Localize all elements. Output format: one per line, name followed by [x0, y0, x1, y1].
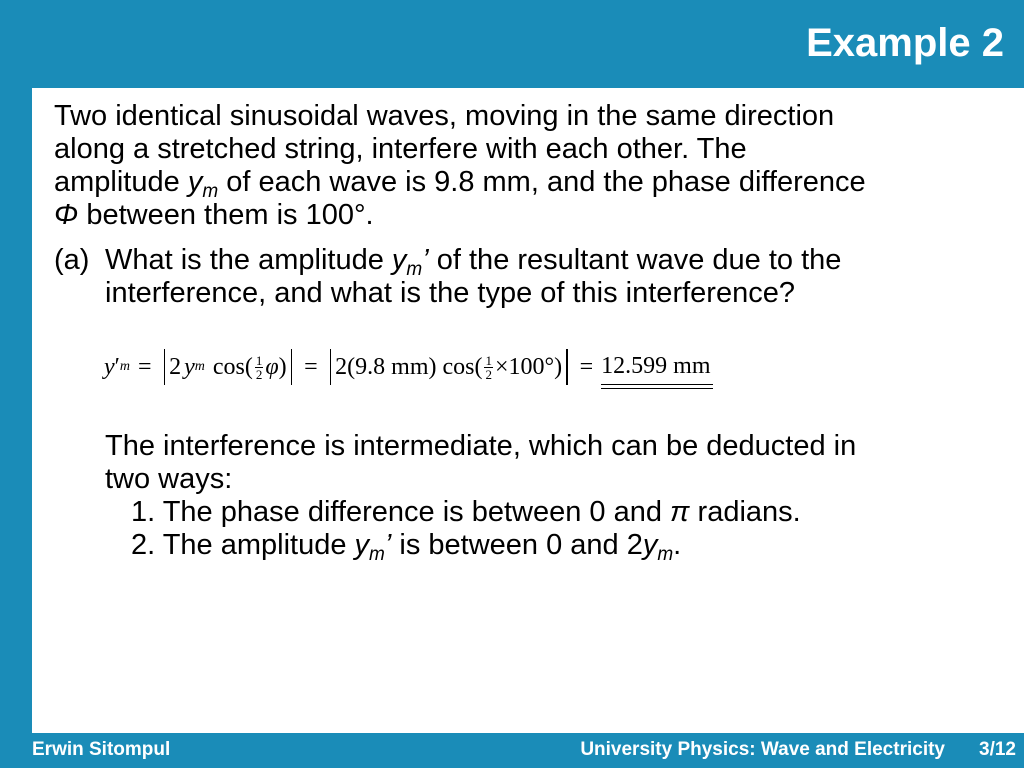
- slide-content-area: [32, 88, 1024, 733]
- prime-mark: ’: [422, 244, 429, 276]
- eq-y: y: [184, 353, 195, 380]
- eq-middle-term: 2(9.8 mm): [335, 353, 437, 380]
- page-number: 3/12: [979, 739, 1016, 760]
- symbol-y: y: [187, 166, 203, 198]
- item-text: radians.: [689, 496, 801, 528]
- conclusion: [105, 430, 1015, 565]
- question-text: [105, 244, 1015, 310]
- item-text: .: [673, 529, 682, 561]
- problem-line-1: Two identical sinusoidal waves, moving in the same direction: [54, 100, 835, 132]
- problem-statement: [54, 100, 1019, 232]
- frac-num: 1: [255, 352, 263, 368]
- question-line-1: [105, 244, 1015, 280]
- eq-close: ): [278, 353, 287, 380]
- footer-course: University Physics: Wave and Electricity: [580, 739, 945, 760]
- abs-bar: [566, 349, 568, 385]
- eq-two: 2: [169, 353, 182, 380]
- problem-text: amplitude: [54, 166, 188, 198]
- eq-equals: =: [579, 353, 594, 380]
- eq-phi: φ: [265, 353, 279, 380]
- problem-line-4: [54, 199, 1019, 232]
- eq-equals: =: [138, 353, 152, 380]
- subscript-m: m: [657, 544, 674, 565]
- eq-cos: cos(: [212, 353, 253, 380]
- problem-text: of each wave is 9.8 mm, and the phase difference: [218, 166, 866, 198]
- item-text: 2. The amplitude: [131, 529, 355, 561]
- symbol-y: y: [642, 529, 658, 561]
- item-text: 1. The phase difference is between 0 and: [131, 496, 671, 528]
- symbol-phi: Φ: [54, 199, 79, 231]
- problem-line-2: along a stretched string, interfere with each other. The: [54, 133, 747, 165]
- eq-prime: ′: [114, 353, 120, 380]
- footer-bar: [0, 733, 1024, 768]
- prime-mark: ’: [384, 529, 392, 561]
- question-line-2: interference, and what is the type of this interference?: [105, 277, 795, 309]
- symbol-y: y: [391, 244, 407, 276]
- symbol-y: y: [354, 529, 370, 561]
- footer-author: Erwin Sitompul: [32, 739, 171, 760]
- conclusion-item-2: [105, 529, 1015, 565]
- eq-fraction: [255, 354, 264, 381]
- question-text-part: of the resultant wave due to the: [428, 244, 842, 276]
- eq-equals: =: [304, 353, 318, 380]
- eq-y: y: [104, 353, 115, 380]
- symbol-pi: π: [670, 496, 690, 528]
- frac-num: 1: [485, 352, 492, 368]
- eq-times-value: ×100°): [494, 353, 563, 380]
- problem-line-3: [54, 166, 1019, 202]
- question-label: (a): [54, 244, 90, 276]
- problem-text: between them is 100°.: [78, 199, 374, 231]
- frac-den: 2: [255, 366, 263, 382]
- conclusion-item-1: [105, 496, 1015, 529]
- item-text: is between 0 and 2: [391, 529, 643, 561]
- frac-den: 2: [485, 366, 492, 382]
- subscript-m: m: [406, 259, 423, 280]
- slide-title: Example 2: [806, 21, 1004, 65]
- eq-fraction: [484, 354, 493, 381]
- eq-cos: cos(: [442, 353, 483, 380]
- subscript-m: m: [202, 181, 219, 202]
- conclusion-line-1: The interference is intermediate, which can be deducted in: [105, 430, 857, 462]
- abs-bar: [164, 349, 166, 385]
- question-text-part: What is the amplitude: [105, 244, 392, 276]
- conclusion-line-2: two ways:: [105, 463, 233, 495]
- abs-bar: [291, 349, 293, 385]
- abs-bar: [330, 349, 332, 385]
- eq-result: 12.599 mm: [601, 353, 710, 382]
- subscript-m: m: [369, 544, 385, 565]
- amplitude-equation: y ′ m = 2 y m cos( $\frac{1}{2}$ φ ) = 2(9.8 mm) cos( $\frac{1}{2}$ ×100°) = 12.599 mm: [104, 344, 711, 390]
